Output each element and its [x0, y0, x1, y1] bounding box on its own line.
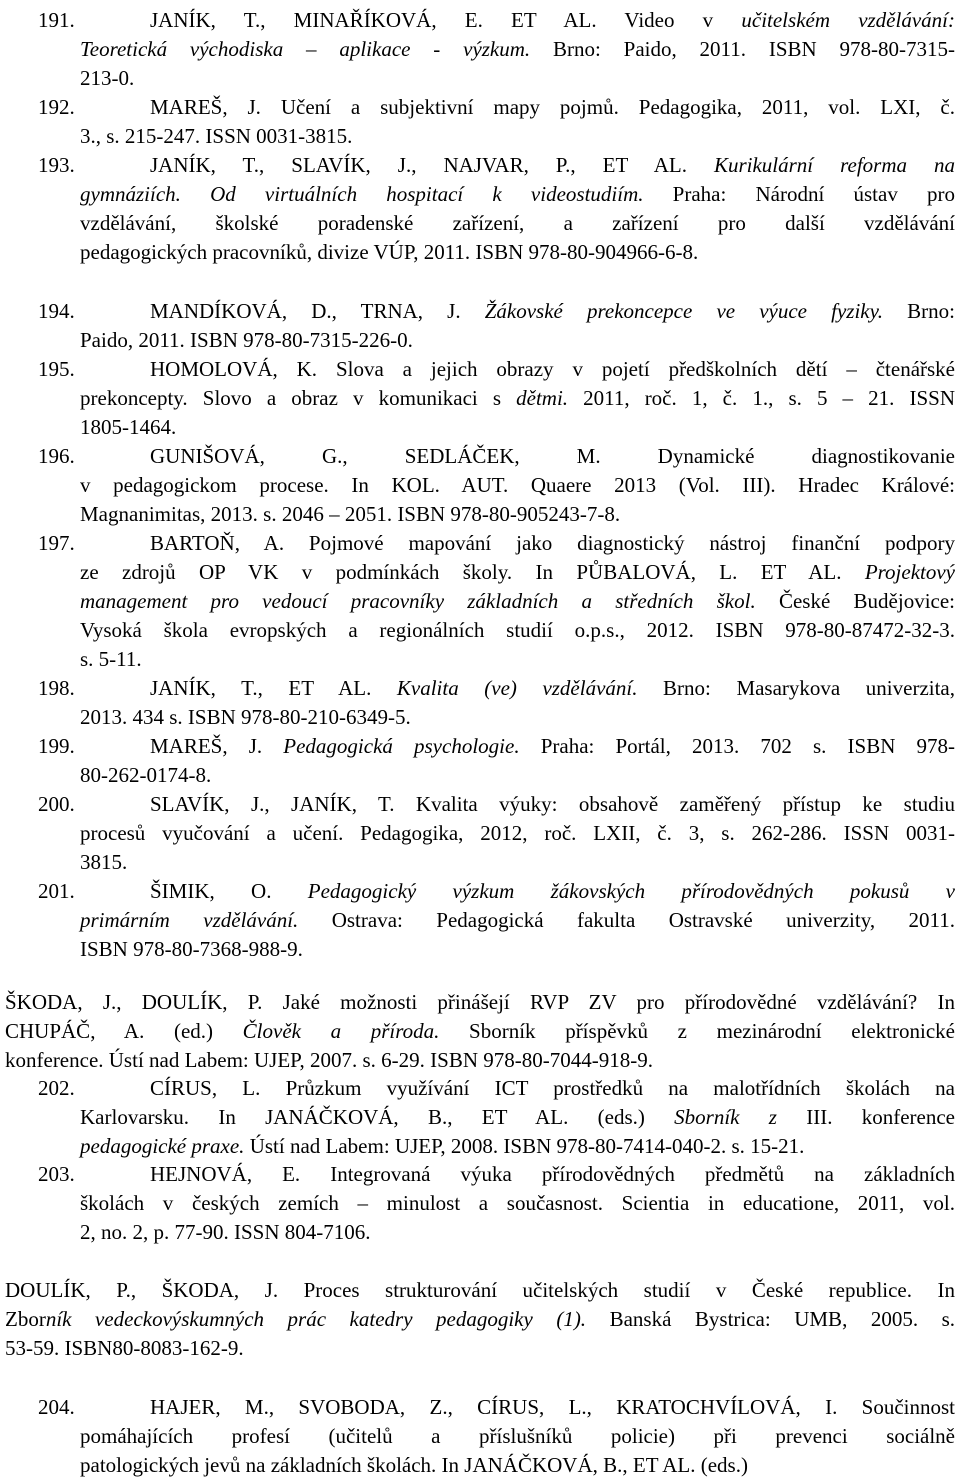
reference-line	[0, 1132, 960, 1161]
reference-entry	[0, 732, 960, 790]
reference-text: pedagogických pracovníků, divize VÚP, 2011. ISBN 978-80-904966-6-8.	[80, 240, 699, 264]
reference-line	[0, 906, 960, 935]
reference-text: gymnáziích. Od virtuálních hospitací k videostudiím. Praha: Národní ústav pro	[80, 182, 955, 206]
reference-entry	[0, 6, 960, 93]
reference-text: management pro vedoucí pracovníky základních a středních škol. České Budějovice:	[80, 589, 955, 613]
reference-text: školách v českých zemích – minulost a současnost. Scientia in educatione, 2011, vol.	[80, 1191, 955, 1215]
reference-text: Zborník vedeckovýskumných prác katedry pedagogiky (1). Banská Bystrica: UMB, 2005. s.	[5, 1307, 955, 1331]
reference-number: 204.	[38, 1395, 75, 1419]
reference-text: Vysoká škola evropských a regionálních studií o.p.s., 2012. ISBN 978-80-87472-32-3.	[80, 618, 955, 642]
reference-line	[0, 6, 960, 35]
reference-text: 2, no. 2, p. 77-90. ISSN 804-7106.	[80, 1220, 371, 1244]
reference-number: 201.	[38, 879, 75, 903]
reference-line	[0, 587, 960, 616]
reference-number: 202.	[38, 1076, 75, 1100]
reference-entry	[0, 988, 960, 1075]
reference-line	[0, 1276, 960, 1305]
reference-line	[0, 180, 960, 209]
reference-text: v pedagogickom procese. In KOL. AUT. Quaere 2013 (Vol. III). Hradec Králové:	[80, 473, 955, 497]
reference-entry	[0, 355, 960, 442]
reference-line	[0, 645, 960, 674]
reference-line	[0, 732, 960, 761]
reference-text: 3., s. 215-247. ISSN 0031-3815.	[80, 124, 353, 148]
reference-entry	[0, 674, 960, 732]
reference-text: primárním vzdělávání. Ostrava: Pedagogická fakulta Ostravské univerzity, 2011.	[80, 908, 955, 932]
reference-text: MAREŠ, J. Pedagogická psychologie. Praha: Portál, 2013. 702 s. ISBN 978-	[150, 734, 955, 758]
reference-number: 196.	[38, 444, 75, 468]
reference-text: procesů vyučování a učení. Pedagogika, 2012, roč. LXII, č. 3, s. 262-286. ISSN 0031-	[80, 821, 955, 845]
reference-line	[0, 35, 960, 64]
reference-line	[0, 355, 960, 384]
reference-number: 198.	[38, 676, 75, 700]
reference-number: 200.	[38, 792, 75, 816]
reference-text: JANÍK, T., ET AL. Kvalita (ve) vzdělávání. Brno: Masarykova univerzita,	[150, 676, 956, 700]
reference-text: JANÍK, T., MINAŘÍKOVÁ, E. ET AL. Video v učitelském vzdělávání:	[150, 8, 955, 32]
reference-line	[0, 558, 960, 587]
reference-text: 3815.	[80, 850, 128, 874]
reference-text: HOMOLOVÁ, K. Slova a jejich obrazy v pojetí předškolních dětí – čtenářské	[150, 357, 955, 381]
reference-text: 1805-1464.	[80, 415, 177, 439]
reference-text: ŠKODA, J., DOULÍK, P. Jaké možnosti přinášejí RVP ZV pro přírodovědné vzdělávání? In	[5, 990, 955, 1014]
reference-line	[0, 1017, 960, 1046]
reference-line	[0, 529, 960, 558]
reference-number: 191.	[38, 8, 75, 32]
reference-line	[0, 1046, 960, 1075]
reference-line	[0, 877, 960, 906]
reference-entry	[0, 1074, 960, 1161]
reference-text: DOULÍK, P., ŠKODA, J. Proces strukturování učitelských studií v České republice. In	[5, 1278, 955, 1302]
reference-line	[0, 413, 960, 442]
reference-text: 53-59. ISBN80-8083-162-9.	[5, 1336, 244, 1360]
reference-line	[0, 1393, 960, 1422]
reference-text: JANÍK, T., SLAVÍK, J., NAJVAR, P., ET AL. Kurikulární reforma na	[150, 153, 955, 177]
reference-entry	[0, 151, 960, 267]
reference-line	[0, 1189, 960, 1218]
reference-line	[0, 616, 960, 645]
reference-number: 195.	[38, 357, 75, 381]
reference-number: 192.	[38, 95, 75, 119]
reference-number: 203.	[38, 1162, 75, 1186]
reference-entry	[0, 442, 960, 529]
reference-text: HEJNOVÁ, E. Integrovaná výuka přírodovědných předmětů na základních	[150, 1162, 955, 1186]
reference-line	[0, 790, 960, 819]
reference-text: CÍRUS, L. Průzkum využívání ICT prostředků na malotřídních školách na	[150, 1076, 955, 1100]
reference-line	[0, 297, 960, 326]
reference-text: BARTOŇ, A. Pojmové mapování jako diagnostický nástroj finanční podpory	[150, 531, 955, 555]
reference-line	[0, 761, 960, 790]
reference-text: s. 5-11.	[80, 647, 142, 671]
reference-text: konference. Ústí nad Labem: UJEP, 2007. s. 6-29. ISBN 978-80-7044-918-9.	[5, 1048, 653, 1072]
reference-text: Paido, 2011. ISBN 978-80-7315-226-0.	[80, 328, 413, 352]
reference-line	[0, 209, 960, 238]
reference-text: Karlovarsku. In JANÁČKOVÁ, B., ET AL. (eds.) Sborník z III. konference	[80, 1105, 956, 1129]
reference-text: GUNIŠOVÁ, G., SEDLÁČEK, M. Dynamické diagnostikovanie	[150, 444, 955, 468]
reference-line	[0, 1334, 960, 1363]
reference-text: ISBN 978-80-7368-988-9.	[80, 937, 303, 961]
reference-line	[0, 1422, 960, 1451]
reference-text: prekoncepty. Slovo a obraz v komunikaci s dětmi. 2011, roč. 1, č. 1., s. 5 – 21. ISSN	[80, 386, 956, 410]
reference-line	[0, 326, 960, 355]
reference-line	[0, 93, 960, 122]
reference-text: MANDÍKOVÁ, D., TRNA, J. Žákovské prekoncepce ve výuce fyziky. Brno:	[150, 299, 955, 323]
reference-entry	[0, 1160, 960, 1247]
reference-line	[0, 1305, 960, 1334]
reference-entry	[0, 877, 960, 964]
reference-text: 80-262-0174-8.	[80, 763, 212, 787]
reference-number: 194.	[38, 299, 75, 323]
reference-line	[0, 935, 960, 964]
reference-text: CHUPÁČ, A. (ed.) Člověk a příroda. Sborník příspěvků z mezinárodní elektronické	[5, 1019, 955, 1043]
reference-entry	[0, 529, 960, 674]
reference-entry	[0, 790, 960, 877]
reference-entry	[0, 93, 960, 151]
reference-text: HAJER, M., SVOBODA, Z., CÍRUS, L., KRATOCHVÍLOVÁ, I. Součinnost	[150, 1395, 955, 1419]
reference-text: ŠIMIK, O. Pedagogický výzkum žákovských přírodovědných pokusů v	[150, 879, 955, 903]
reference-text: patologických jevů na základních školách. In JANÁČKOVÁ, B., ET AL. (eds.)	[80, 1453, 748, 1477]
reference-number: 197.	[38, 531, 75, 555]
reference-text: ze zdrojů OP VK v podmínkách školy. In PŮBALOVÁ, L. ET AL. Projektový	[80, 560, 955, 584]
reference-line	[0, 848, 960, 877]
reference-line	[0, 384, 960, 413]
reference-line	[0, 1160, 960, 1189]
reference-text: pomáhajících profesí (učitelů a příslušníků policie) při prevenci sociálně	[80, 1424, 955, 1448]
reference-line	[0, 819, 960, 848]
reference-line	[0, 703, 960, 732]
reference-text: vzdělávání, školské poradenské zařízení, a zařízení pro další vzdělávání	[80, 211, 955, 235]
reference-line	[0, 238, 960, 267]
reference-line	[0, 500, 960, 529]
reference-line	[0, 1451, 960, 1480]
reference-line	[0, 471, 960, 500]
reference-text: Magnanimitas, 2013. s. 2046 – 2051. ISBN 978-80-905243-7-8.	[80, 502, 621, 526]
reference-line	[0, 442, 960, 471]
reference-number: 193.	[38, 153, 75, 177]
reference-line	[0, 122, 960, 151]
reference-line	[0, 1103, 960, 1132]
reference-text: MAREŠ, J. Učení a subjektivní mapy pojmů. Pedagogika, 2011, vol. LXI, č.	[150, 95, 955, 119]
reference-line	[0, 674, 960, 703]
reference-text: pedagogické praxe. Ústí nad Labem: UJEP, 2008. ISBN 978-80-7414-040-2. s. 15-21.	[80, 1134, 805, 1158]
reference-text: 213-0.	[80, 66, 135, 90]
reference-line	[0, 64, 960, 93]
reference-line	[0, 151, 960, 180]
reference-text: Teoretická východiska – aplikace - výzkum. Brno: Paido, 2011. ISBN 978-80-7315-	[80, 37, 955, 61]
reference-text: SLAVÍK, J., JANÍK, T. Kvalita výuky: obsahově zaměřený přístup ke studiu	[150, 792, 955, 816]
reference-entry	[0, 1276, 960, 1363]
reference-line	[0, 988, 960, 1017]
reference-entry	[0, 1393, 960, 1480]
reference-line	[0, 1074, 960, 1103]
reference-number: 199.	[38, 734, 75, 758]
reference-text: 2013. 434 s. ISBN 978-80-210-6349-5.	[80, 705, 411, 729]
reference-entry	[0, 297, 960, 355]
reference-line	[0, 1218, 960, 1247]
